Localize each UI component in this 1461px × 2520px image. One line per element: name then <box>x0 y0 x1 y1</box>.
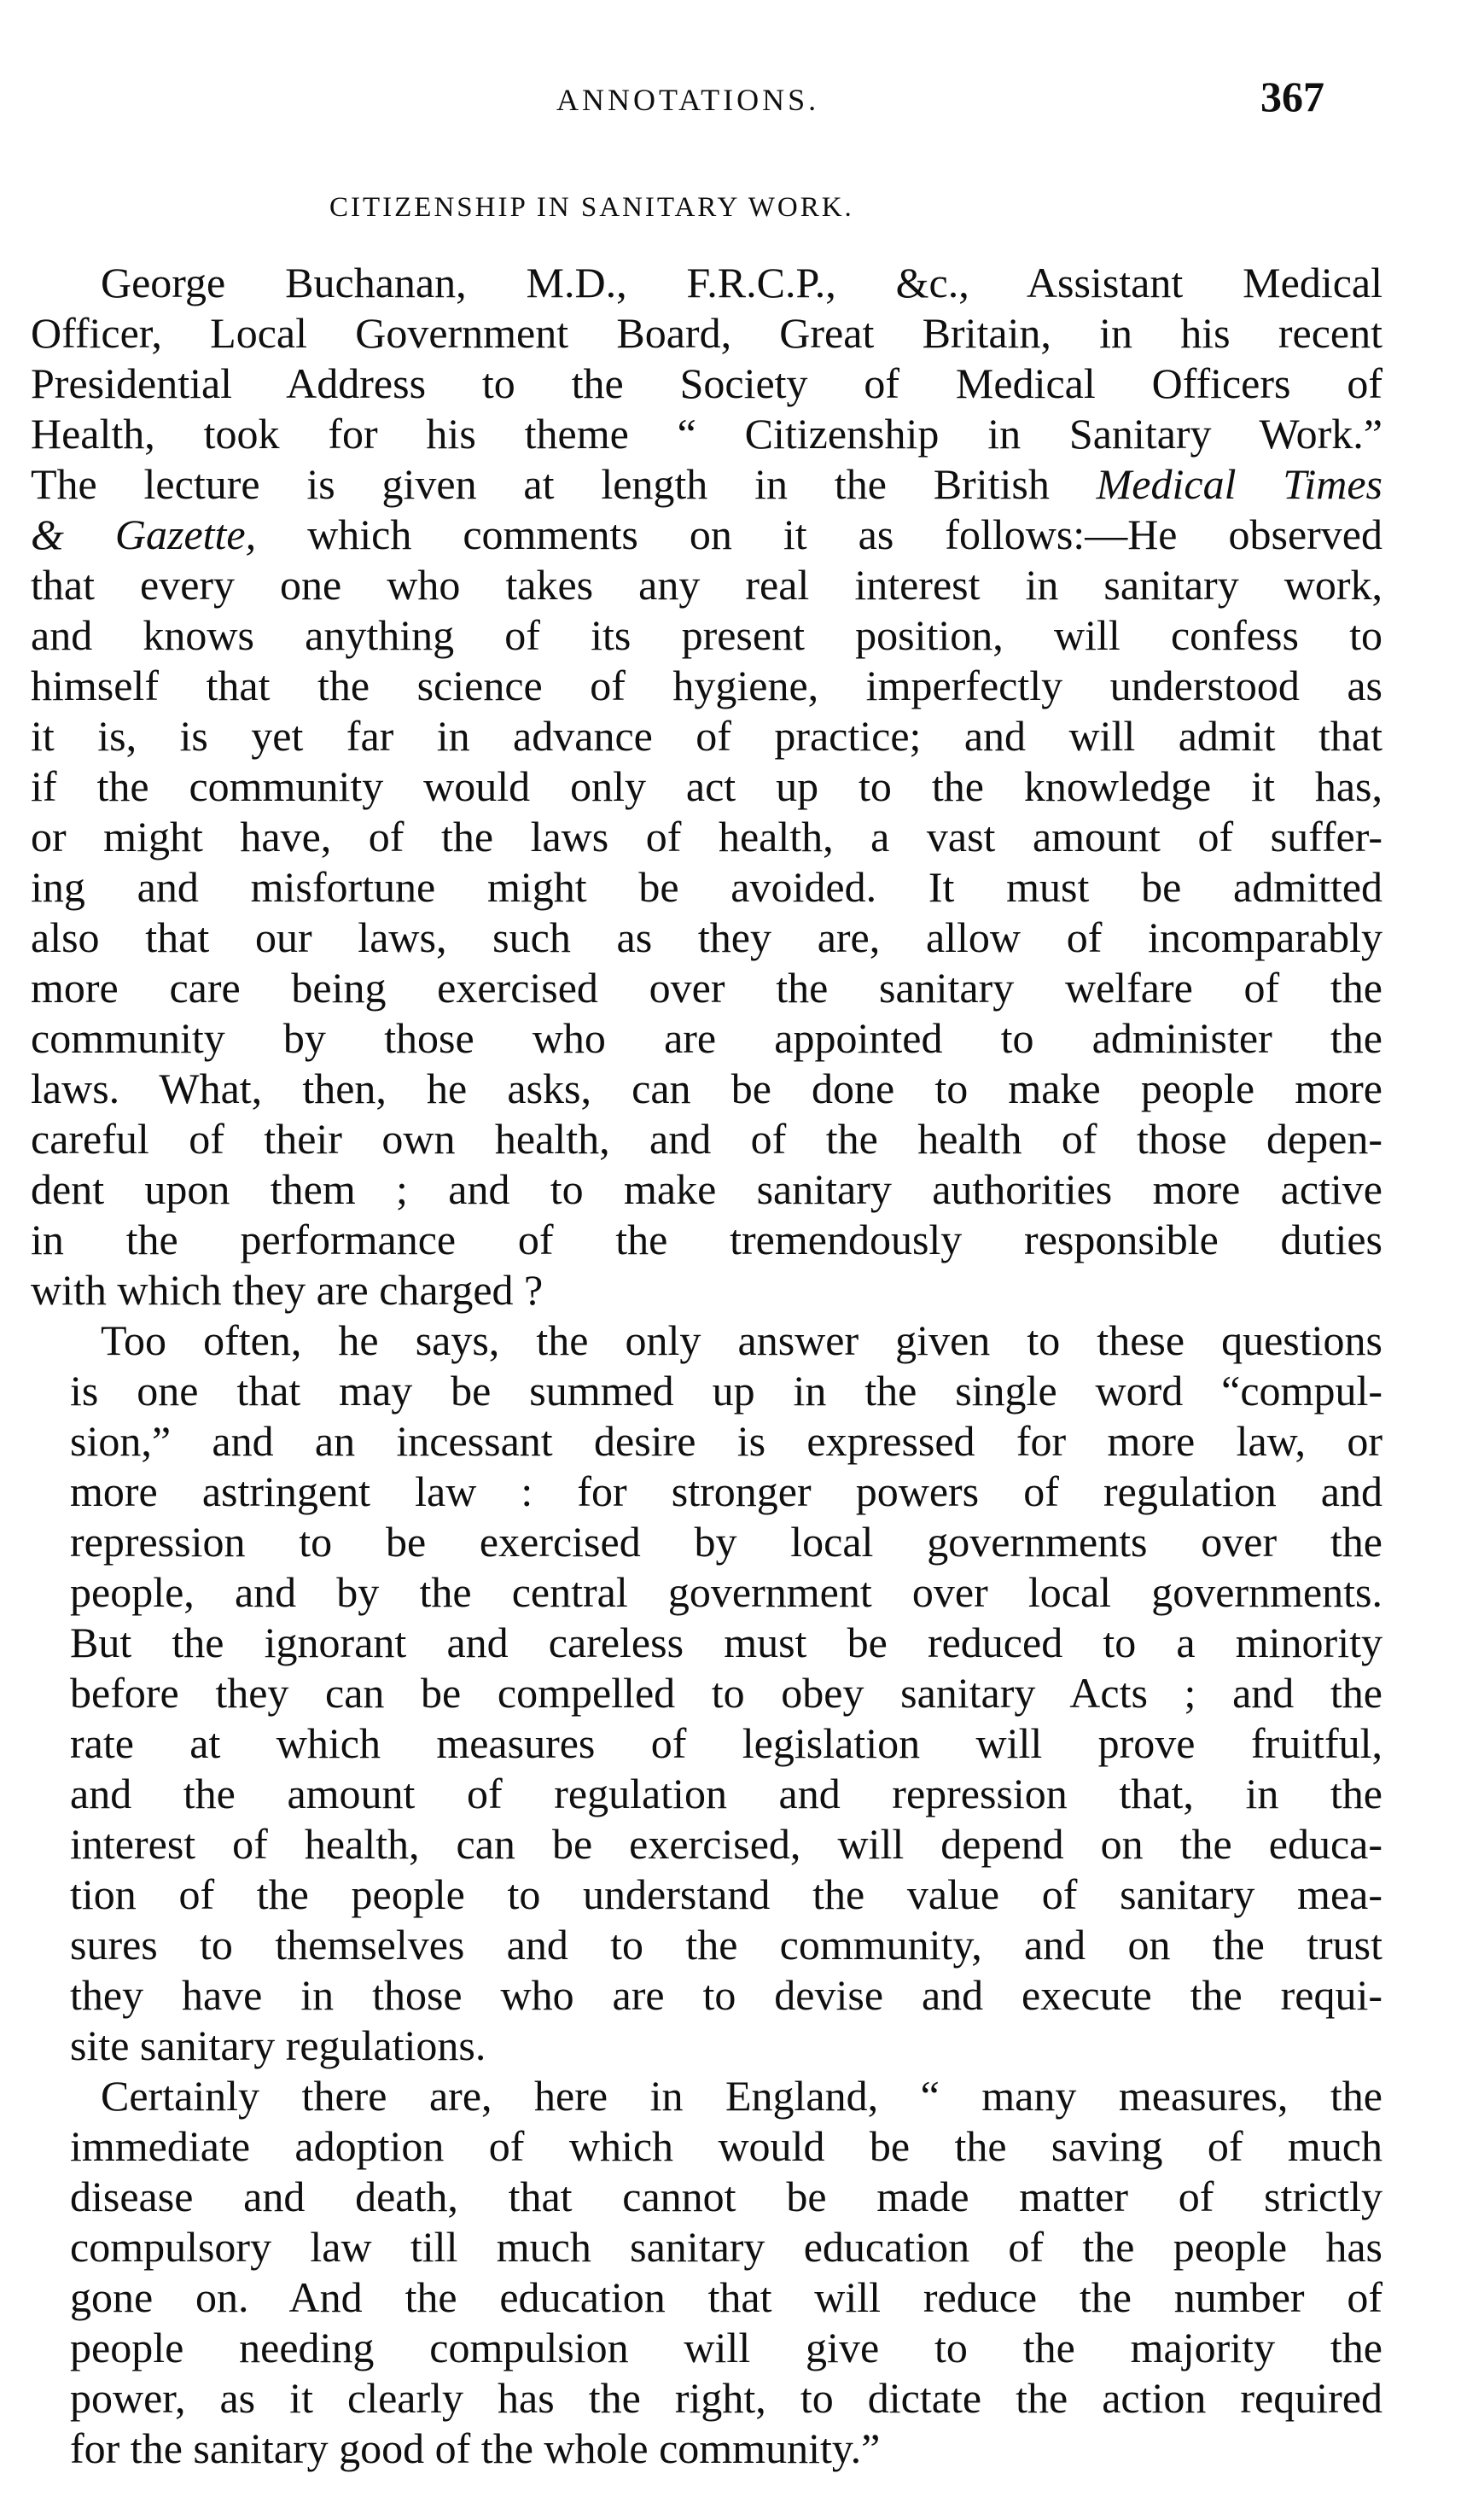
text-line <box>31 459 1382 510</box>
text-line: or might have, of the laws of health, a vast amount of suffer- <box>31 813 1382 860</box>
article-title: CITIZENSHIP IN SANITARY WORK. <box>329 192 854 223</box>
text-span: The lecture is given at length in the British <box>31 460 1097 508</box>
text-line: Certainly there are, here in England, “ many measures, the <box>101 2072 1382 2120</box>
text-line: also that our laws, such as they are, allow of incomparably <box>31 913 1382 961</box>
text-line: and knows anything of its present position, will confess to <box>31 611 1382 659</box>
text-line: sures to themselves and to the community, and on the trust <box>70 1921 1382 1969</box>
text-line: power, as it clearly has the right, to dictate the action required <box>70 2374 1382 2422</box>
text-line: Health, took for his theme “ Citizenship in Sanitary Work.” <box>31 410 1382 458</box>
text-line: repression to be exercised by local governments over the <box>70 1518 1382 1566</box>
text-line: more astringent law : for stronger powers of regulation and <box>70 1467 1382 1515</box>
paragraph-2 <box>31 1315 1382 2071</box>
text-line: with which they are charged ? <box>31 1266 544 1314</box>
article-body <box>31 258 1382 2474</box>
text-line: people, and by the central government over local governments. <box>70 1568 1382 1616</box>
text-line: that every one who takes any real interest in sanitary work, <box>31 561 1382 609</box>
text-line: immediate adoption of which would be the saving of much <box>70 2122 1382 2170</box>
running-title: ANNOTATIONS. <box>556 83 820 117</box>
text-line: dent upon them ; and to make sanitary authorities more active <box>31 1165 1382 1213</box>
text-span: which comments on it as follows:—He observed <box>256 510 1382 558</box>
text-line: more care being exercised over the sanitary welfare of the <box>31 964 1382 1012</box>
text-line: gone on. And the education that will reduce the number of <box>70 2273 1382 2321</box>
page-number: 367 <box>1260 73 1324 120</box>
paragraph-3 <box>31 2071 1382 2474</box>
text-line: is one that may be summed up in the single word “compul- <box>70 1367 1382 1415</box>
text-line: and the amount of regulation and repression that, in the <box>70 1770 1382 1817</box>
text-line: they have in those who are to devise and execute the requi- <box>70 1971 1382 2019</box>
text-line: before they can be compelled to obey sanitary Acts ; and the <box>70 1669 1382 1717</box>
text-line: disease and death, that cannot be made matter of strictly <box>70 2173 1382 2220</box>
text-line: Too often, he says, the only answer given to these questions <box>101 1316 1382 1364</box>
text-line: interest of health, can be exercised, will depend on the educa- <box>70 1820 1382 1868</box>
text-line: site sanitary regulations. <box>70 2021 486 2069</box>
text-line: if the community would only act up to the knowledge it has, <box>31 762 1382 810</box>
text-line: tion of the people to understand the value of sanitary mea- <box>70 1870 1382 1918</box>
text-line: rate at which measures of legislation will prove fruitful, <box>70 1719 1382 1767</box>
running-head <box>34 72 1324 131</box>
text-line: But the ignorant and careless must be reduced to a minority <box>70 1619 1382 1666</box>
text-line: careful of their own health, and of the health of those depen- <box>31 1115 1382 1163</box>
journal-title: Medical Times <box>1096 460 1382 508</box>
text-line: compulsory law till much sanitary education of the people has <box>70 2223 1382 2271</box>
text-line: sion,” and an incessant desire is expressed for more law, or <box>70 1417 1382 1465</box>
text-line: himself that the science of hygiene, imperfectly understood as <box>31 662 1382 709</box>
text-line: for the sanitary good of the whole community.” <box>70 2424 881 2472</box>
paragraph-1 <box>31 258 1382 1315</box>
text-line: Presidential Address to the Society of Medical Officers of <box>31 359 1382 407</box>
text-line: it is, is yet far in advance of practice; and will admit that <box>31 712 1382 760</box>
text-line: in the performance of the tremendously responsible duties <box>31 1216 1382 1263</box>
text-line: ing and misfortune might be avoided. It must be admitted <box>31 863 1382 911</box>
text-line: Officer, Local Government Board, Great Britain, in his recent <box>31 309 1382 357</box>
text-line: community by those who are appointed to administer the <box>31 1014 1382 1062</box>
text-line: laws. What, then, he asks, can be done to make people more <box>31 1065 1382 1112</box>
text-line: George Buchanan, M.D., F.R.C.P., &c., Assistant Medical <box>101 259 1382 306</box>
text-line: people needing compulsion will give to the majority the <box>70 2324 1382 2371</box>
text-line <box>31 510 1382 560</box>
journal-title: & Gazette, <box>31 510 257 558</box>
